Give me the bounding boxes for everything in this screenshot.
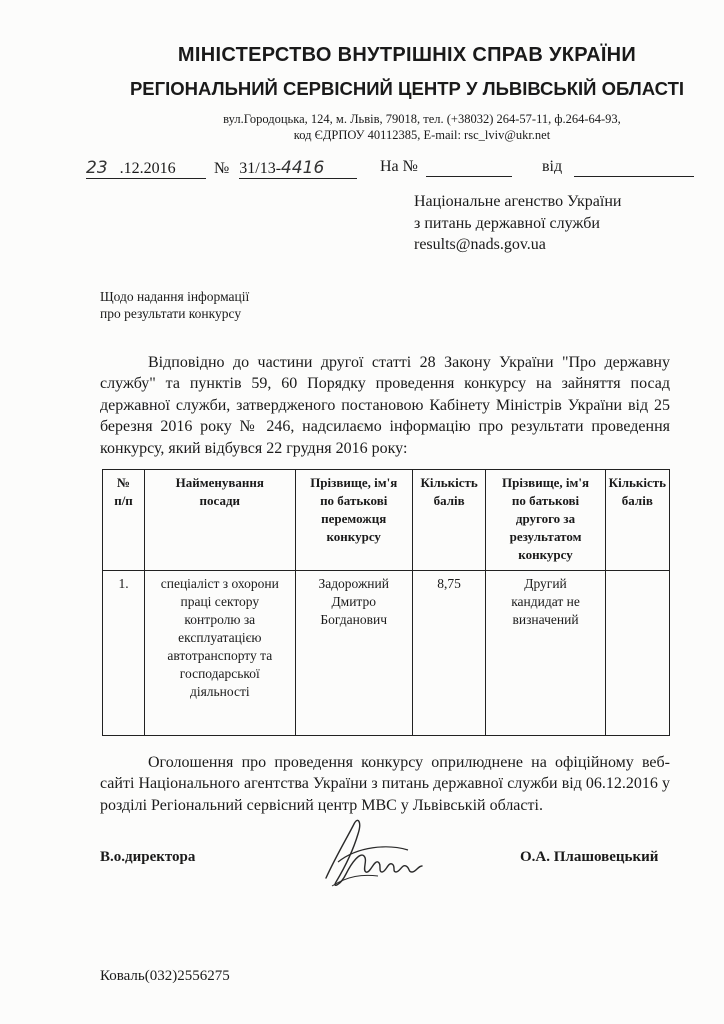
header-second-score: Кількість балів xyxy=(605,470,669,571)
number-handwritten: 4416 xyxy=(281,158,325,178)
results-table xyxy=(102,469,670,736)
header-second: Прізвище, ім'я по батькові другого за результатом конкурсу xyxy=(486,470,605,571)
number-printed: 31/13- xyxy=(239,160,282,177)
cell-position: спеціаліст з охорони праці сектору контролю за експлуатацією автотранспорту та господарської діяльності xyxy=(145,571,296,736)
address-line-1: вул.Городоцька, 124, м. Львів, 79018, тел. (+38032) 264-57-11, ф.264-64-93, xyxy=(223,112,621,126)
subject-line-2: про результати конкурсу xyxy=(100,306,242,321)
cell-number: 1. xyxy=(103,571,145,736)
outgoing-number xyxy=(214,158,357,179)
contact-footer: Коваль(032)2556275 xyxy=(100,968,230,984)
recipient-email: results@nads.gov.ua xyxy=(414,236,546,253)
signatory-name: О.А. Плашовецький xyxy=(520,849,659,865)
recipient-line-2: з питань державної служби xyxy=(414,215,600,232)
subject-line-1: Щодо надання інформації xyxy=(100,289,250,304)
reply-label: На № xyxy=(380,158,418,175)
signatory-position: В.о.директора xyxy=(100,849,196,865)
header-number: № п/п xyxy=(103,470,145,571)
reply-date xyxy=(542,158,694,177)
header-winner: Прізвище, ім'я по батькові переможця конкурсу xyxy=(295,470,412,571)
number-label: № xyxy=(214,160,230,177)
center-heading: РЕГІОНАЛЬНИЙ СЕРВІСНИЙ ЦЕНТР У ЛЬВІВСЬКІЙ ОБЛАСТІ xyxy=(129,78,685,99)
date-day-handwritten: 23 xyxy=(86,158,108,178)
date-suffix: .12.2016 xyxy=(119,160,176,177)
handwritten-signature xyxy=(318,816,428,894)
cell-second-score xyxy=(605,571,669,736)
from-label: від xyxy=(542,158,563,175)
reply-number xyxy=(380,158,512,177)
header-position: Найменування посади xyxy=(145,470,296,571)
header-winner-score: Кількість балів xyxy=(412,470,486,571)
body-paragraph-2: Оголошення про проведення конкурсу оприлюднене на офіційному веб-сайті Національного агентства України з питань державної служби від 06.12.2016 у розділі Регіональний сервісний центр МВС у Львівській області. xyxy=(100,754,670,814)
ministry-heading: МІНІСТЕРСТВО ВНУТРІШНІХ СПРАВ УКРАЇНИ xyxy=(177,44,637,66)
cell-winner: Задорожний Дмитро Богданович xyxy=(295,571,412,736)
body-paragraph-1: Відповідно до частини другої статті 28 Закону України "Про державну службу" та пунктів 59, 60 Порядку проведення конкурсу на зайняття посад державної служби, затвердженого постановою Кабінету Міністрів України від 25 березня 2016 року № 246, надсилаємо інформацію про результати проведення конкурсу, який відбувся 22 грудня 2016 року: xyxy=(100,354,670,457)
outgoing-date xyxy=(86,158,206,179)
cell-second: Другий кандидат не визначений xyxy=(486,571,605,736)
recipient-line-1: Національне агенство України xyxy=(414,193,622,210)
table-row xyxy=(103,571,670,736)
cell-winner-score: 8,75 xyxy=(412,571,486,736)
table-header-row xyxy=(103,470,670,571)
address-line-2: код ЄДРПОУ 40112385, E-mail: rsc_lviv@ukr.net xyxy=(293,128,551,142)
